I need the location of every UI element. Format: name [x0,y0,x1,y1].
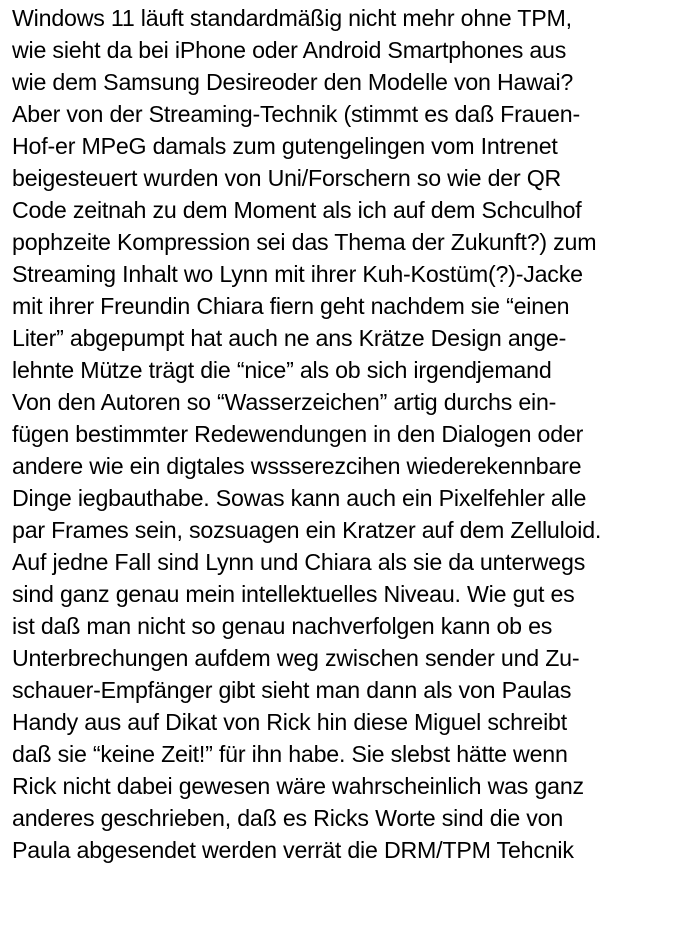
text-line: lehnte Mütze trägt die “nice” als ob sich irgendjemand [12,357,552,383]
body-text [12,2,684,866]
text-line: Von den Autoren so “Wasserzeichen” artig durchs ein- [12,389,557,415]
text-line: Unterbrechungen aufdem weg zwischen sender und Zu- [12,645,580,671]
text-line: Streaming Inhalt wo Lynn mit ihrer Kuh-Kostüm(?)-Jacke [12,261,583,287]
text-line: sind ganz genau mein intellektuelles Niveau. Wie gut es [12,581,575,607]
text-line: Code zeitnah zu dem Moment als ich auf dem Schculhof [12,197,582,223]
text-line: wie sieht da bei iPhone oder Android Smartphones aus [12,37,567,63]
text-line: mit ihrer Freundin Chiara fiern geht nachdem sie “einen [12,293,570,319]
text-line: schauer-Empfänger gibt sieht man dann als von Paulas [12,677,572,703]
text-line: daß sie “keine Zeit!” für ihn habe. Sie slebst hätte wenn [12,741,568,767]
text-line: Auf jedne Fall sind Lynn und Chiara als sie da unterwegs [12,549,586,575]
text-line: Paula abgesendet werden verrät die DRM/TPM Tehcnik [12,837,574,863]
text-line: fügen bestimmter Redewendungen in den Dialogen oder [12,421,584,447]
text-line: ist daß man nicht so genau nachverfolgen kann ob es [12,613,553,639]
text-line: Rick nicht dabei gewesen wäre wahrscheinlich was ganz [12,773,584,799]
text-line: par Frames sein, sozsuagen ein Kratzer auf dem Zelluloid. [12,517,602,543]
text-line: anderes geschrieben, daß es Ricks Worte sind die von [12,805,564,831]
text-line: wie dem Samsung Desireoder den Modelle von Hawai? [12,69,574,95]
text-line: Dinge iegbauthabe. Sowas kann auch ein Pixelfehler alle [12,485,587,511]
text-line: Aber von der Streaming-Technik (stimmt es daß Frauen- [12,101,580,127]
text-line: pophzeite Kompression sei das Thema der Zukunft?) zum [12,229,597,255]
text-line: Liter” abgepumpt hat auch ne ans Krätze Design ange- [12,325,567,351]
text-line: andere wie ein digtales wssserezcihen wiederekennbare [12,453,582,479]
text-line: Hof-er MPeG damals zum gutengelingen vom Intrenet [12,133,558,159]
text-line: Handy aus auf Dikat von Rick hin diese Miguel schreibt [12,709,567,735]
text-line: beigesteuert wurden von Uni/Forschern so wie der QR [12,165,562,191]
text-line: Windows 11 läuft standardmäßig nicht mehr ohne TPM, [12,5,572,31]
